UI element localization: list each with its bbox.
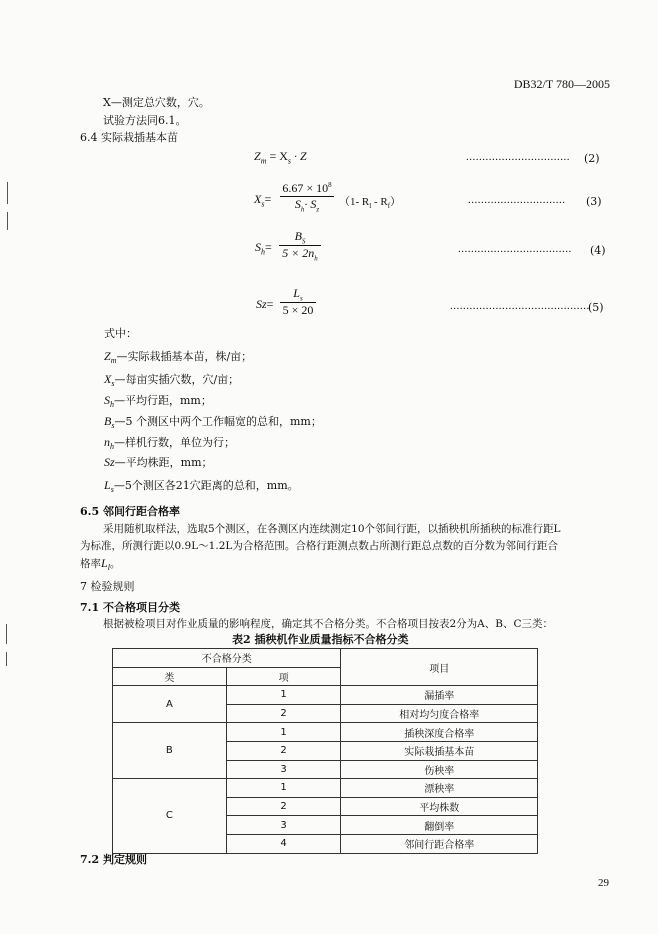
item-name-cell: 邻间行距合格率: [341, 834, 538, 853]
formula-2-number: (2): [584, 152, 600, 165]
x-definition: X—测定总穴数，穴。: [103, 96, 210, 109]
doc-code: DB32/T 780—2005: [513, 77, 610, 91]
definition-item: Sz—平均株距，mm；: [104, 455, 213, 469]
section-6-5-para-line: 为标准，所测行距以0.9L～1.2L为合格范围。合格行距测点数占所测行距总点数的百分数为邻间行距合: [80, 540, 558, 552]
table-row: [113, 723, 538, 742]
formula-5-number: (5): [588, 301, 604, 314]
header-no-cell: 项: [226, 667, 341, 686]
formula-4-number: (4): [590, 244, 606, 257]
formula-5-denominator: 5 × 20: [280, 302, 316, 318]
table-2: [112, 648, 538, 854]
item-no-cell: 1: [226, 686, 341, 705]
table-2-caption: 表2 插秧机作业质量指标不合格分类: [232, 633, 409, 646]
item-name-cell: 实际栽插基本苗: [341, 741, 538, 760]
formula-3-numerator: $6.67 \times 10^8$: [282, 181, 332, 195]
table-row: [113, 779, 538, 798]
header-group-cell: 不合格分类: [113, 649, 341, 668]
formula-4-dots: ...................................: [458, 243, 572, 255]
formula-4-fraction: [279, 229, 321, 263]
definitions-intro: 式中：: [104, 327, 137, 340]
table-header-row: [113, 649, 538, 668]
definition-item: $S_h—$平均行距，mm；: [104, 393, 212, 410]
class-cell: A: [113, 686, 227, 723]
section-6-4-title: 6.4 实际栽插基本苗: [80, 131, 178, 144]
section-6-5-title: 6.5 邻间行距合格率: [80, 505, 180, 518]
item-no-cell: 1: [226, 779, 341, 798]
item-name-cell: 相对均匀度合格率: [341, 704, 538, 723]
section-7-2-title: 7.2 判定规则: [80, 853, 147, 866]
item-name-cell: 平均株数: [341, 797, 538, 816]
formula-5-fraction: [280, 286, 316, 318]
item-no-cell: 4: [226, 834, 341, 853]
scan-mark: [6, 652, 7, 666]
class-cell: C: [113, 779, 227, 853]
class-cell: B: [113, 723, 227, 779]
section-7-1-title: 7.1 不合格项目分类: [80, 601, 180, 614]
definition-item: $L_s—5$个测区各21穴距离的总和，mm。: [104, 478, 299, 495]
formula-3-denominator: $S_h\cdot S_z$: [280, 196, 334, 213]
formula-2-dots: ................................: [466, 151, 570, 163]
formula-3-factor: （1- $R_l - R_f$）: [339, 196, 402, 211]
item-name-cell: 插秧深度合格率: [341, 723, 538, 742]
formula-2: $Z_m = X_s \cdot Z$: [254, 149, 307, 166]
header-item-cell: 项目: [341, 649, 538, 686]
test-method-note: 试验方法同6.1。: [103, 114, 187, 127]
section-7-1-text: 根据被检项目对作业质量的影响程度，确定其不合格分类。不合格项目按表2分为A、B、C三类：: [103, 618, 554, 630]
item-no-cell: 3: [226, 760, 341, 779]
formula-4-denominator: $5 \times 2n_h$: [279, 245, 321, 262]
definition-item: $n_h—$样机行数，单位为行；: [104, 435, 235, 452]
item-no-cell: 2: [226, 741, 341, 760]
formula-5-numerator: $L_s$: [293, 286, 303, 303]
page-number: 29: [598, 877, 609, 889]
item-no-cell: 2: [226, 797, 341, 816]
section-7-title: 7 检验规则: [80, 580, 135, 593]
formula-4-numerator: $B_S$: [294, 229, 306, 246]
item-no-cell: 2: [226, 704, 341, 723]
table-row: [113, 686, 538, 705]
formula-5-dots: ...........................................: [450, 300, 590, 312]
definition-item: $X_s—$每亩实插穴数，穴/亩；: [104, 372, 240, 389]
formula-3-dots: ..............................: [468, 194, 566, 206]
formula-3-fraction: [280, 181, 334, 213]
scan-mark: [7, 182, 8, 204]
item-name-cell: 漏插率: [341, 686, 538, 705]
section-6-5-para-line: 格率$L_l$。: [80, 556, 121, 573]
formula-4-lhs: $S_h=$: [255, 240, 272, 257]
formula-5-lhs: Sz=: [256, 297, 274, 311]
item-name-cell: 伤秧率: [341, 760, 538, 779]
definition-item: $B_s—5$ 个测区中两个工作幅宽的总和，mm；: [104, 414, 322, 431]
item-name-cell: 翻倒率: [341, 816, 538, 835]
definition-item: $Z_m—$实际栽插基本苗，株/亩；: [104, 349, 253, 366]
section-6-5-para-line: 采用随机取样法，选取5个测区，在各测区内连续测定10个邻间行距，以插秧机所插秧的标准行距L: [103, 523, 561, 535]
item-no-cell: 3: [226, 816, 341, 835]
item-name-cell: 漂秧率: [341, 779, 538, 798]
scan-mark: [6, 624, 7, 644]
scan-mark: [7, 212, 8, 230]
formula-3-number: (3): [586, 195, 602, 208]
item-no-cell: 1: [226, 723, 341, 742]
header-class-cell: 类: [113, 667, 227, 686]
formula-3-lhs: $X_s=$: [254, 192, 272, 209]
